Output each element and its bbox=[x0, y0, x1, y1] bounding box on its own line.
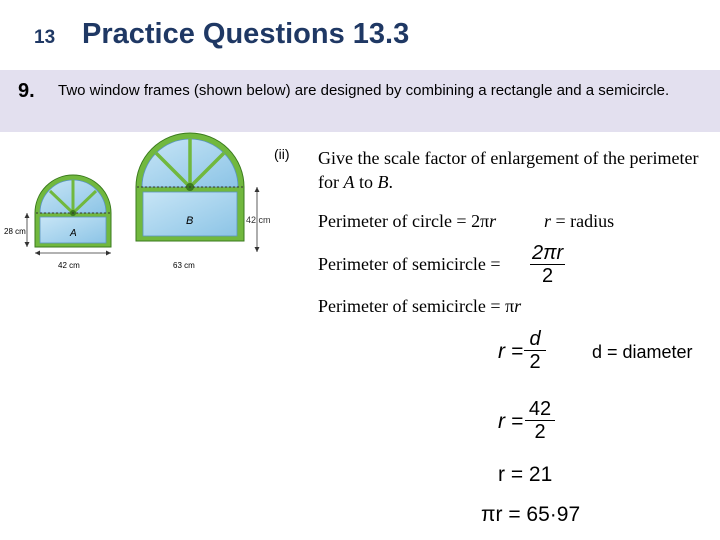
window-frames-figure bbox=[0, 132, 275, 277]
step3: r = 21 bbox=[498, 463, 553, 486]
page-title: Practice Questions 13.3 bbox=[82, 18, 410, 50]
step1-lhs: r = bbox=[498, 340, 524, 363]
part-prompt: Give the scale factor of enlargement of the perimeter for A to B. bbox=[318, 148, 699, 192]
step1-fraction: $\frac{d}{2}$ bbox=[524, 328, 546, 373]
semicircle-perimeter-label: Perimeter of semicircle = bbox=[318, 254, 501, 274]
width-b-label: 63 cm bbox=[173, 261, 195, 270]
question-number: 9. bbox=[18, 80, 35, 102]
chapter-number: 13 bbox=[34, 27, 56, 48]
radius-note: r = radius bbox=[544, 211, 615, 231]
window-a-label: A bbox=[70, 228, 77, 239]
width-a-label: 42 cm bbox=[58, 261, 80, 270]
part-label: (ii) bbox=[274, 146, 290, 162]
step2-lhs: r = bbox=[498, 410, 524, 433]
window-a bbox=[35, 175, 111, 247]
step2-fraction: $\frac{42}{2}$ bbox=[525, 398, 555, 443]
question-text: Two window frames (shown below) are designed by combining a rectangle and a semicircle. bbox=[58, 82, 670, 99]
semicircle-perimeter-result: Perimeter of semicircle = πr bbox=[318, 296, 522, 316]
diameter-definition: d = diameter bbox=[592, 342, 693, 362]
height-b-label: 42 cm bbox=[246, 215, 271, 225]
step4: πr = 65·97 bbox=[481, 503, 581, 526]
window-b-label: B bbox=[186, 215, 194, 227]
height-a-label: 28 cm bbox=[4, 227, 26, 236]
window-b bbox=[136, 133, 244, 241]
circle-perimeter-line: Perimeter of circle = 2πr bbox=[318, 211, 497, 231]
semicircle-fraction: $\frac{2\pi r}{2}$ bbox=[532, 242, 564, 287]
